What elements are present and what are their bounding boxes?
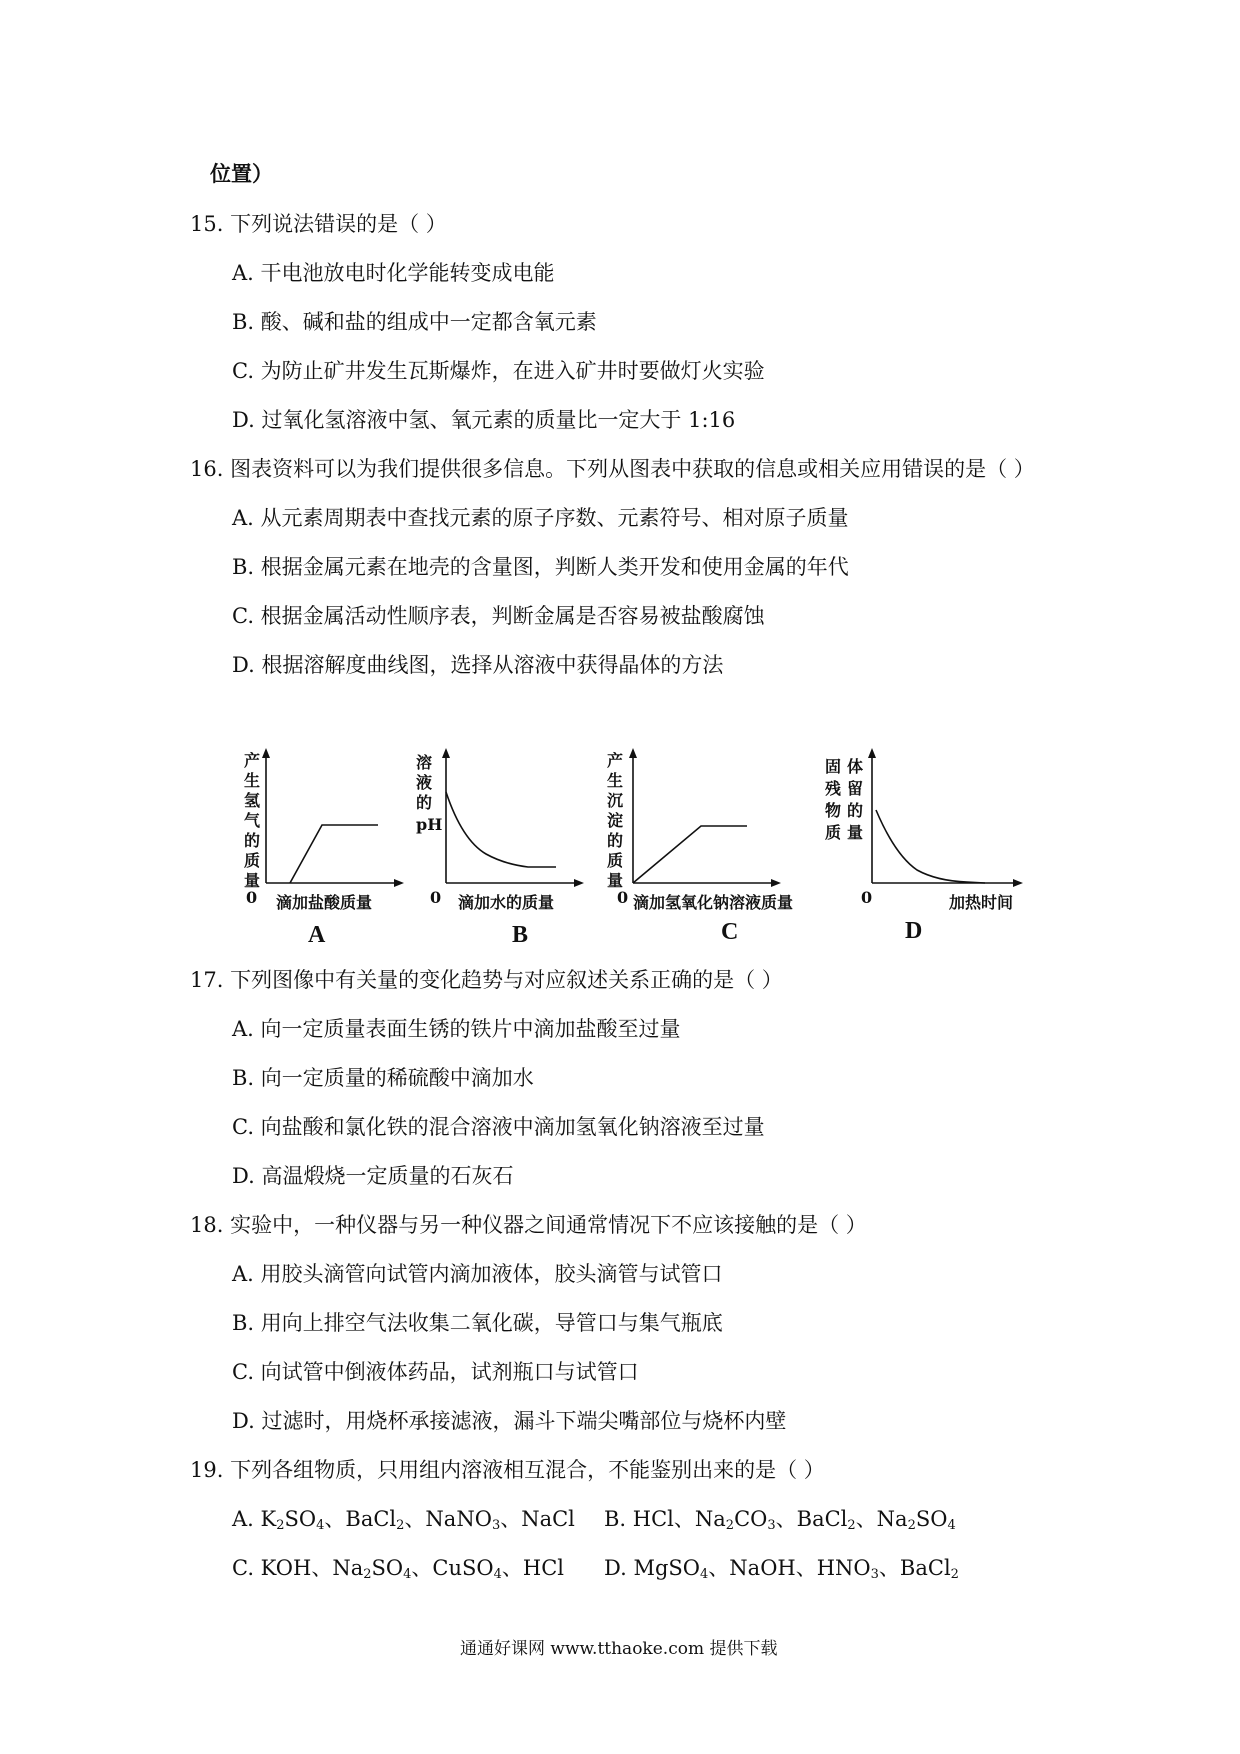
graph-d-ylabel-char: 的	[847, 801, 864, 820]
graph-d-xlabel: 加热时间	[949, 893, 1014, 912]
question-15-option-a: A. 干电池放电时化学能转变成电能	[232, 261, 555, 285]
graph-c-x-arrow	[771, 879, 781, 887]
question-18-option-a: A. 用胶头滴管向试管内滴加液体，胶头滴管与试管口	[232, 1262, 723, 1286]
graph-a-ylabel-char: 气	[244, 811, 261, 830]
graph-c-ylabel-char: 产	[607, 751, 624, 770]
graph-c-ylabel-char: 质	[607, 851, 624, 870]
graph-c-ylabel-char: 淀	[607, 811, 624, 830]
question-18-option-c: C. 向试管中倒液体药品，试剂瓶口与试管口	[232, 1360, 639, 1384]
graph-d-letter: D	[905, 918, 923, 944]
graph-a-ylabel-char: 质	[244, 851, 261, 870]
question-16-option-a: A. 从元素周期表中查找元素的原子序数、元素符号、相对原子质量	[232, 506, 849, 530]
graph-a-letter: A	[308, 922, 326, 948]
graph-d-ylabel-char: 留	[847, 779, 864, 798]
graph-a-xlabel: 滴加盐酸质量	[276, 893, 373, 912]
graph-d-ylabel-char: 量	[847, 823, 864, 842]
graph-b-origin: 0	[430, 888, 442, 907]
graph-a-ylabel-char: 产	[244, 751, 261, 770]
graph-b-xlabel: 滴加水的质量	[458, 893, 555, 912]
graph-a-ylabel-char: 生	[244, 771, 261, 790]
graph-d-ylabel-char: 物	[825, 801, 842, 820]
question-17-option-a: A. 向一定质量表面生锈的铁片中滴加盐酸至过量	[232, 1017, 681, 1041]
graph-b-letter: B	[512, 922, 529, 948]
question-16-option-c: C. 根据金属活动性顺序表，判断金属是否容易被盐酸腐蚀	[232, 604, 765, 628]
graph-c-curve	[633, 826, 747, 883]
graph-d-ylabel-char: 残	[825, 779, 842, 798]
graph-a-origin: 0	[246, 888, 258, 907]
graph-c-ylabel-char: 量	[607, 871, 624, 890]
graph-b-x-arrow	[574, 879, 584, 887]
graph-b-ylabel-char: 液	[416, 773, 433, 792]
graph-c-origin: 0	[617, 888, 629, 907]
graph-c-xlabel: 滴加氢氧化钠溶液质量	[633, 893, 794, 912]
graph-a-ylabel-char: 氢	[244, 791, 261, 810]
graph-d-y-arrow	[868, 748, 876, 758]
graph-d	[825, 740, 1035, 955]
graph-d-ylabel-char: 质	[825, 823, 842, 842]
graph-b-ylabel-char: 的	[416, 793, 433, 812]
graph-a	[230, 740, 420, 955]
question-18-option-b: B. 用向上排空气法收集二氧化碳，导管口与集气瓶底	[232, 1311, 723, 1335]
graph-c-ylabel-char: 生	[607, 771, 624, 790]
graph-d-origin: 0	[861, 888, 873, 907]
question-17-stem: 17. 下列图像中有关量的变化趋势与对应叙述关系正确的是（ ）	[190, 968, 783, 992]
question-15-option-d: D. 过氧化氢溶液中氢、氧元素的质量比一定大于 1:16	[232, 408, 736, 432]
question-16-option-d: D. 根据溶解度曲线图，选择从溶液中获得晶体的方法	[232, 653, 724, 677]
graph-d-x-arrow	[1013, 879, 1023, 887]
question-16-stem: 16. 图表资料可以为我们提供很多信息。下列从图表中获取的信息或相关应用错误的是（ ）	[190, 457, 1035, 481]
question-19-option-c: C. KOH、$Na_2SO_4$、CuSO$_4$、HCl	[232, 1556, 564, 1582]
question-15-option-b: B. 酸、碱和盐的组成中一定都含氧元素	[232, 310, 597, 334]
question-15-option-c: C. 为防止矿井发生瓦斯爆炸，在进入矿井时要做灯火实验	[232, 359, 765, 383]
graph-b	[410, 740, 590, 955]
graph-c-ylabel-char: 的	[607, 831, 624, 850]
graph-c-y-arrow	[629, 748, 637, 758]
graph-d-ylabel-char: 固	[825, 757, 842, 776]
question-19-stem: 19. 下列各组物质，只用组内溶液相互混合，不能鉴别出来的是（ ）	[190, 1458, 825, 1482]
question-16-option-b: B. 根据金属元素在地壳的含量图，判断人类开发和使用金属的年代	[232, 555, 849, 579]
question-17-option-c: C. 向盐酸和氯化铁的混合溶液中滴加氢氧化钠溶液至过量	[232, 1115, 765, 1139]
graph-b-ylabel-char: pH	[416, 815, 443, 834]
graph-c-letter: C	[721, 919, 739, 945]
header-fragment: 位置）	[210, 161, 273, 186]
question-19-option-b: B. HCl、$Na_2CO_3$、BaCl$_2$、$Na_2SO_4$	[604, 1507, 956, 1533]
question-18-option-d: D. 过滤时，用烧杯承接滤液，漏斗下端尖嘴部位与烧杯内壁	[232, 1409, 787, 1433]
graph-a-x-arrow	[394, 879, 404, 887]
footer-credit: 通通好课网 www.tthaoke.com 提供下载	[460, 1639, 778, 1659]
graph-c	[597, 740, 837, 955]
graph-a-y-arrow	[262, 748, 270, 758]
question-17-option-b: B. 向一定质量的稀硫酸中滴加水	[232, 1066, 534, 1090]
question-15-stem: 15. 下列说法错误的是（ ）	[190, 212, 447, 236]
graph-d-ylabel-char: 体	[847, 757, 864, 776]
graph-b-ylabel-char: 溶	[416, 753, 433, 772]
question-19-option-a: A. $K_2SO_4$、BaCl$_2$、NaNO$_3$、NaCl	[232, 1507, 575, 1533]
graph-a-ylabel-char: 的	[244, 831, 261, 850]
question-17-option-d: D. 高温煅烧一定质量的石灰石	[232, 1164, 514, 1188]
graph-a-ylabel-char: 量	[244, 871, 261, 890]
question-19-option-d: D. MgSO$_4$、NaOH、$HNO_3$、BaCl$_2$	[604, 1556, 959, 1582]
graph-b-y-arrow	[442, 748, 450, 758]
graph-d-curve	[876, 810, 985, 883]
graph-a-curve	[290, 825, 378, 883]
graph-c-ylabel-char: 沉	[607, 791, 624, 810]
question-18-stem: 18. 实验中，一种仪器与另一种仪器之间通常情况下不应该接触的是（ ）	[190, 1213, 867, 1237]
graph-b-curve	[446, 792, 556, 867]
